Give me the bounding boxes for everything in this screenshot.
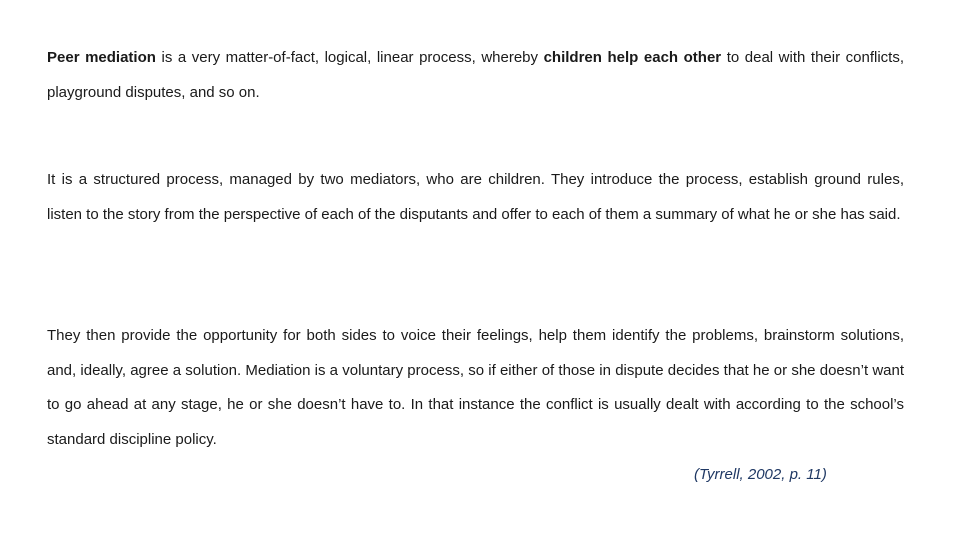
- citation: (Tyrrell, 2002, p. 11): [694, 466, 827, 483]
- paragraph-text: is a very matter-of-fact, logical, linear process, whereby: [155, 49, 544, 66]
- paragraph-voluntary-process: They then provide the opportunity for both sides to voice their feelings, help them identify the problems, brainstorm solutions, and, ideally, agree a solution. Mediation is a voluntary process, so if either of those in dispute decides that he or she doesn’t want to go ahead at any stage, he or she doesn’t have to. In that instance the conflict is usually dealt with according to the school’s standard discipline policy.: [47, 327, 904, 448]
- paragraph-structured-process: It is a structured process, managed by two mediators, who are children. They introduce the process, establish ground rules, listen to the story from the perspective of each of the disputants and offer to each of them a summary of what he or she has said.: [47, 171, 904, 223]
- paragraph-peer-mediation-definition: [47, 41, 904, 110]
- bold-phrase-children-help: children help each other: [543, 49, 722, 66]
- paragraph-text: to deal with their conflicts, playground disputes, and so on.: [47, 49, 905, 101]
- bold-term-peer-mediation: Peer mediation: [47, 49, 156, 66]
